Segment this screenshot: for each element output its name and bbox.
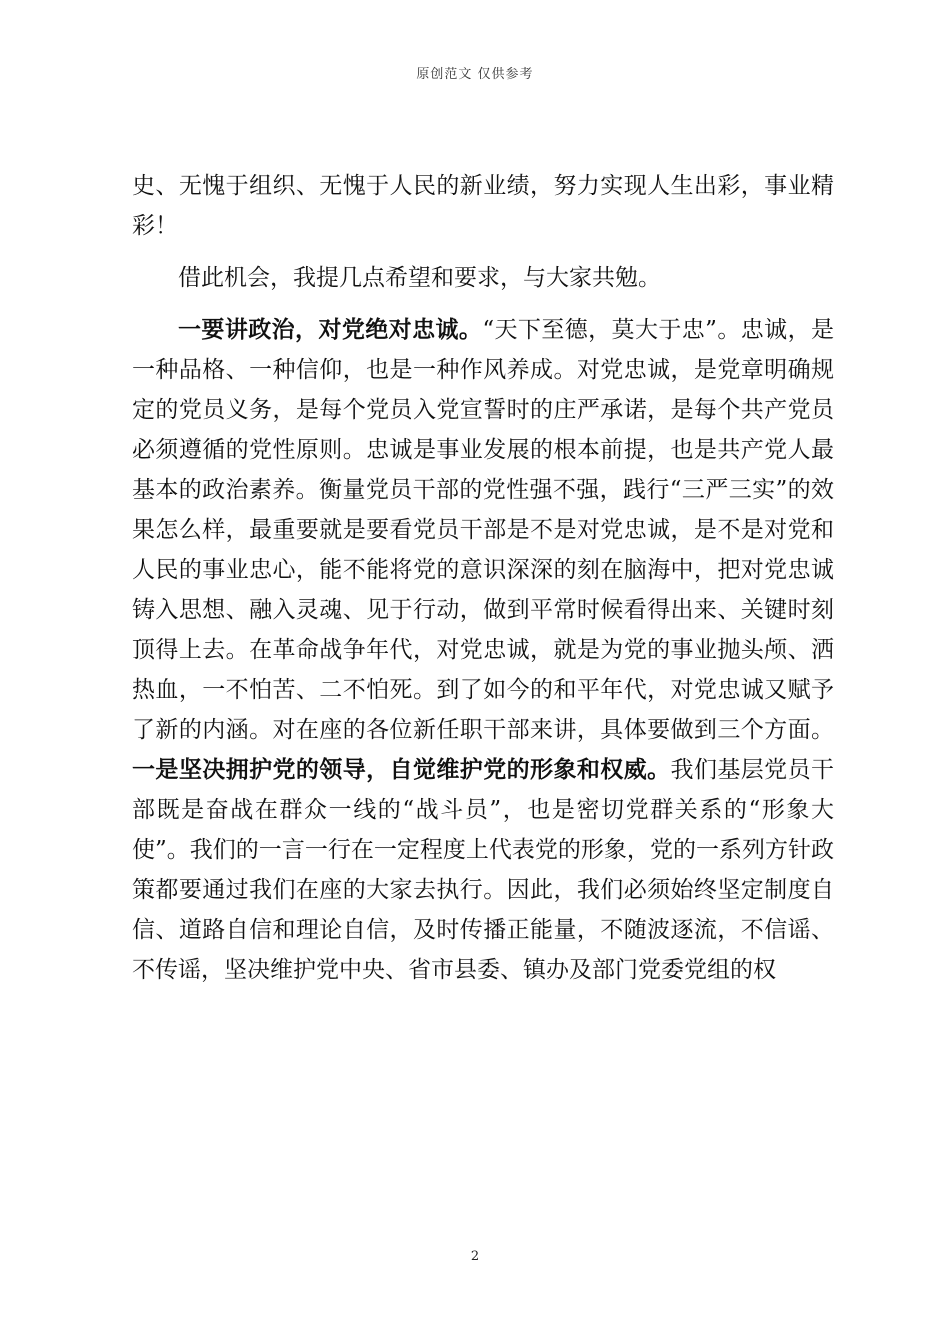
subpoint-heading: 一是坚决拥护党的领导，自觉维护党的形象和权威。	[132, 756, 671, 783]
section-text: “天下至德，莫大于忠”。忠诚，是一种品格、一种信仰，也是一种作风养成。对党忠诚，是党章明确规定的党员义务，是每个党员入党宣誓时的庄严承诺，是每个共产党员必须遵循的党性原则。忠诚是事业发展的根本前提，也是共产党人最基本的政治素养。衡量党员干部的党性强不强，践行“三严三实”的效果怎么样，最重要就是要看党员干部是不是对党忠诚，是不是对党和人民的事业忠心，能不能将党的意识深深的刻在脑海中，把对党忠诚铸入思想、融入灵魂、见于行动，做到平常时候看得出来、关键时刻顶得上去。在革命战争年代，对党忠诚，就是为党的事业抛头颅、洒热血，一不怕苦、二不怕死。到了如今的和平年代，对党忠诚又赋予了新的内涵。对在座的各位新任职干部来讲，具体要做到三个方面。	[132, 317, 834, 743]
page-header: 原创范文 仅供参考	[416, 67, 534, 82]
section-heading: 一要讲政治，对党绝对忠诚。	[178, 316, 483, 343]
paragraph-section-one	[132, 310, 834, 990]
paragraph-intro: 借此机会，我提几点希望和要求，与大家共勉。	[178, 265, 661, 291]
document-body	[132, 166, 834, 990]
subpoint-text: 我们基层党员干部既是奋战在群众一线的“战斗员”，也是密切党群关系的“形象大使”。我们的一言一行在一定程度上代表党的形象，党的一系列方针政策都要通过我们在座的大家去执行。因此，我们必须始终坚定制度自信、道路自信和理论自信，及时传播正能量，不随波逐流，不信谣、不传谣，坚决维护党中央、省市县委、镇办及部门党委党组的权	[132, 757, 835, 983]
page-number: 2	[470, 1249, 480, 1264]
paragraph-continuation: 史、无愧于组织、无愧于人民的新业绩，努力实现人生出彩，事业精彩！	[132, 173, 834, 239]
